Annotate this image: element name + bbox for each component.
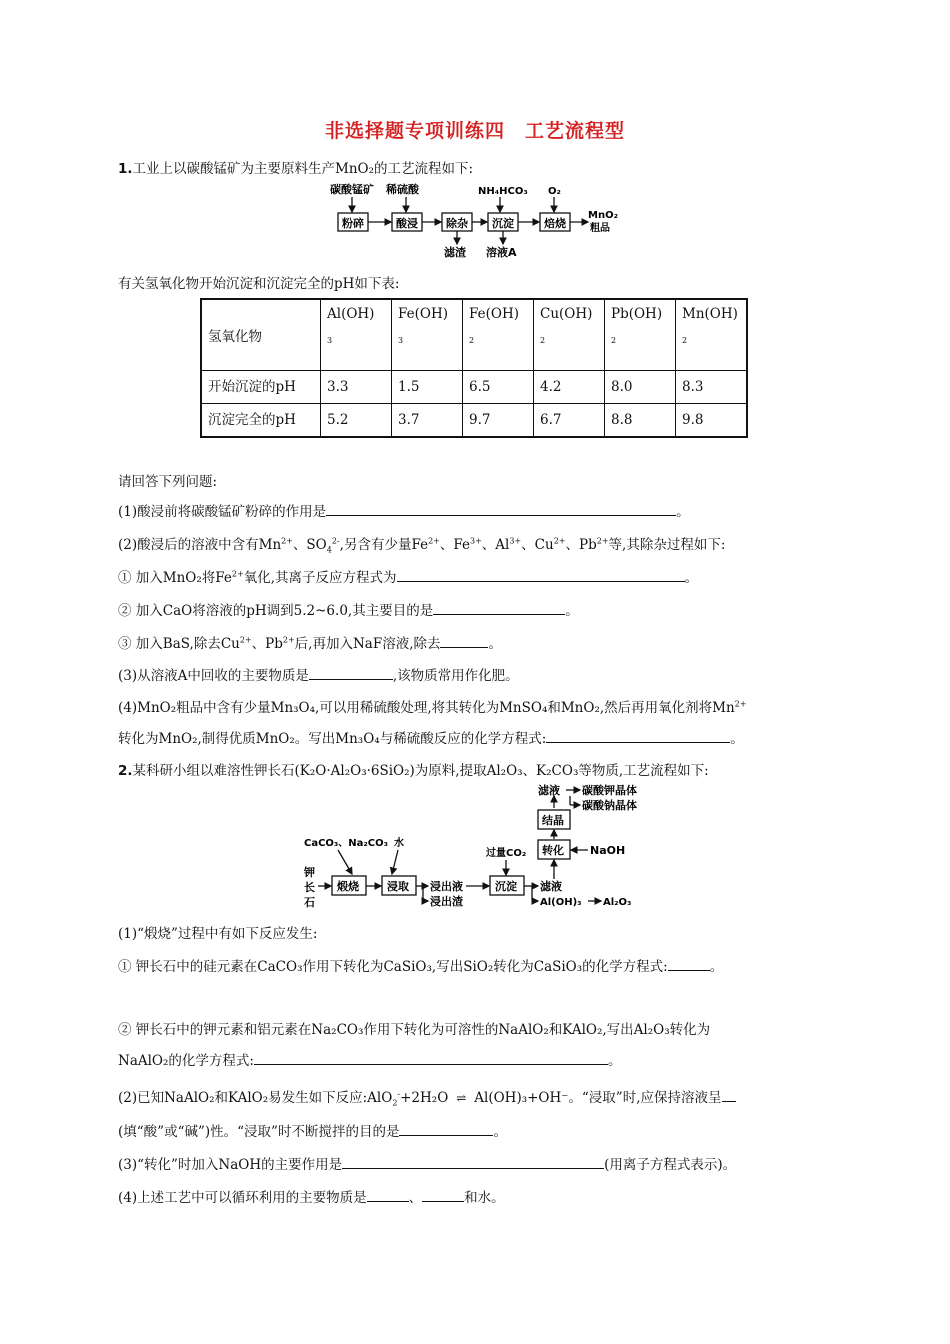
svg-text:沉淀: 沉淀 bbox=[495, 880, 517, 893]
q2-label-caco3-na2co3: CaCO₃、Na₂CO₃ bbox=[304, 838, 389, 849]
answer-blank[interactable] bbox=[254, 1051, 608, 1065]
q2-label-aloh3: Al(OH)₃ bbox=[540, 897, 582, 908]
table-col-header: Cu(OH) 2 bbox=[534, 299, 605, 371]
table-col-header: Fe(OH) 3 bbox=[392, 299, 463, 371]
q2-label-water: 水 bbox=[394, 838, 404, 849]
answer-blank[interactable] bbox=[422, 1188, 464, 1202]
answer-blank[interactable] bbox=[326, 502, 676, 516]
q2-label-raw-1: 钾 bbox=[304, 866, 315, 879]
q2-label-k2co3-crystal: 碳酸钾晶体 bbox=[582, 784, 637, 797]
equilibrium-icon: ⇌ bbox=[456, 1091, 467, 1105]
q1-table-intro: 有关氢氧化物开始沉淀和沉淀完全的pH如下表: bbox=[118, 276, 400, 292]
q1-top-label-acid: 稀硫酸 bbox=[386, 183, 419, 196]
q1-box-crush bbox=[338, 213, 368, 231]
q1-box-precipitate bbox=[488, 213, 518, 231]
q1-top-label-ore: 碳酸锰矿 bbox=[330, 183, 374, 196]
svg-text:结晶: 结晶 bbox=[542, 814, 564, 827]
q2-label-filtrate-top: 滤液 bbox=[538, 784, 560, 797]
answer-blank[interactable] bbox=[367, 1188, 409, 1202]
q2-flow-diagram bbox=[298, 780, 648, 915]
q2-box-transform bbox=[538, 840, 570, 859]
q1-box-roast bbox=[540, 213, 570, 231]
table-col-header: Al(OH) 3 bbox=[321, 299, 392, 371]
table-header-hydroxide: 氢氧化物 bbox=[201, 299, 321, 371]
answer-blank[interactable] bbox=[668, 957, 710, 971]
q1-part-4: (4)MnO₂粗品中含有少量Mn₃O₄,可以用稀硫酸处理,将其转化为MnSO₄和MnO₂,然后再用氧化剂将$Mn^{2+}$ bbox=[118, 699, 747, 716]
q2-label-naoh: NaOH bbox=[590, 844, 626, 857]
q2-label-leach-residue: 浸出渣 bbox=[430, 895, 463, 908]
answer-blank[interactable] bbox=[546, 729, 730, 743]
q2-stem: 2.某科研小组以难溶性钾长石(K₂O·Al₂O₃·6SiO₂)为原料,提取Al₂O₃、K₂CO₃等物质,工艺流程如下: bbox=[118, 763, 709, 779]
q2-label-raw-2: 长 bbox=[304, 881, 315, 894]
q1-part-1: (1)酸浸前将碳酸锰矿粉碎的作用是 。 bbox=[118, 504, 690, 520]
q2-part-2-cont: (填“酸”或“碱”)性。“浸取”时不断搅拌的目的是 。 bbox=[118, 1124, 507, 1140]
svg-text:除杂: 除杂 bbox=[446, 217, 468, 230]
q1-top-label-nh4hco3: NH₄HCO₃ bbox=[478, 186, 528, 197]
ph-table bbox=[200, 298, 748, 438]
answer-blank[interactable] bbox=[722, 1088, 736, 1102]
q2-part-4: (4)上述工艺中可以循环利用的主要物质是 、 和水。 bbox=[118, 1190, 505, 1206]
svg-text:转化: 转化 bbox=[542, 844, 564, 857]
q2-label-na2co3-crystal: 碳酸钠晶体 bbox=[582, 799, 637, 812]
q2-box-calcine bbox=[332, 876, 366, 895]
q2-label-raw-3: 石 bbox=[304, 896, 315, 909]
q2-label-al2o3: Al₂O₃ bbox=[603, 897, 632, 908]
q2-label-co2: 过量CO₂ bbox=[486, 848, 527, 859]
q1-flow-diagram bbox=[330, 180, 630, 262]
q1-box-leach bbox=[392, 213, 422, 231]
svg-text:粉碎: 粉碎 bbox=[342, 217, 364, 230]
q1-ask: 请回答下列问题: bbox=[118, 474, 218, 490]
q1-top-label-o2: O₂ bbox=[548, 186, 561, 197]
q1-bottom-label-residue: 滤渣 bbox=[444, 246, 466, 259]
page-title: 非选择题专项训练四 工艺流程型 bbox=[324, 120, 625, 142]
q1-part-4-cont: 转化为MnO₂,制得优质MnO₂。写出Mn₃O₄与稀硫酸反应的化学方程式: 。 bbox=[118, 731, 744, 747]
q2-part-1-item-2: ② 钾长石中的钾元素和铝元素在Na₂CO₃作用下转化为可溶性的NaAlO₂和KAlO₂,写出Al₂O₃转化为 bbox=[118, 1022, 711, 1038]
svg-text:酸浸: 酸浸 bbox=[396, 217, 418, 230]
q1-stem: 1.工业上以碳酸锰矿为主要原料生产MnO₂的工艺流程如下: bbox=[118, 161, 474, 177]
answer-blank[interactable] bbox=[440, 634, 488, 648]
q1-bottom-label-solution-a: 溶液A bbox=[486, 246, 517, 259]
q1-part-2-step-3: ③ 加入BaS,除去$Cu^{2+}$、$Pb^{2+}$后,再加入NaF溶液,除去 。 bbox=[118, 635, 502, 652]
q2-label-filtrate: 滤液 bbox=[540, 880, 562, 893]
answer-blank[interactable] bbox=[399, 1122, 493, 1136]
answer-blank[interactable] bbox=[433, 601, 565, 615]
table-col-header: Pb(OH) 2 bbox=[605, 299, 676, 371]
q2-box-precipitate bbox=[490, 876, 524, 895]
table-col-header: Fe(OH) 2 bbox=[463, 299, 534, 371]
q1-product-crude: 粗品 bbox=[590, 223, 610, 234]
svg-text:煅烧: 煅烧 bbox=[337, 880, 359, 893]
q2-part-3: (3)“转化”时加入NaOH的主要作用是 (用离子方程式表示)。 bbox=[118, 1157, 737, 1173]
q2-part-1: (1)“煅烧”过程中有如下反应发生: bbox=[118, 926, 318, 942]
svg-text:焙烧: 焙烧 bbox=[544, 217, 566, 230]
q2-part-1-item-1: ① 钾长石中的硅元素在CaCO₃作用下转化为CaSiO₃,写出SiO₂转化为CaSiO₃的化学方程式: 。 bbox=[118, 959, 724, 975]
q1-part-2: (2)酸浸后的溶液中含有$Mn^{2+}$、$SO_4^{2-}$,另含有少量$Fe^{2+}$、$Fe^{3+}$、$Al^{3+}$、$Cu^{2+}$、$Pb^{2+}$等,其除杂过程如下: bbox=[118, 536, 726, 555]
q2-part-1-item-2-cont: NaAlO₂的化学方程式: 。 bbox=[118, 1053, 622, 1069]
answer-blank[interactable] bbox=[309, 666, 393, 680]
q2-box-leach bbox=[382, 876, 416, 895]
q1-product-mno2: MnO₂ bbox=[588, 210, 618, 221]
q1-box-purify bbox=[442, 213, 472, 231]
q1-part-2-step-2: ② 加入CaO将溶液的pH调到5.2~6.0,其主要目的是 。 bbox=[118, 603, 579, 619]
table-row: 开始沉淀的pH 3.3 1.5 6.5 4.2 8.0 8.3 bbox=[201, 371, 747, 404]
svg-text:沉淀: 沉淀 bbox=[492, 217, 514, 230]
table-col-header: Mn(OH) 2 bbox=[676, 299, 748, 371]
svg-text:浸取: 浸取 bbox=[387, 880, 409, 893]
q2-part-2: (2)已知NaAlO₂和KAlO₂易发生如下反应:AlO$_2$-+2H₂O ⇌ Al(OH)₃+OH⁻。“浸取”时,应保持溶液呈 bbox=[118, 1086, 736, 1108]
table-row: 沉淀完全的pH 5.2 3.7 9.7 6.7 8.8 9.8 bbox=[201, 404, 747, 438]
q2-box-crystallize bbox=[538, 810, 570, 829]
q1-part-2-step-1: ① 加入MnO₂将$Fe^{2+}$氧化,其离子反应方程式为 。 bbox=[118, 569, 698, 586]
answer-blank[interactable] bbox=[342, 1155, 604, 1169]
answer-blank[interactable] bbox=[397, 568, 685, 582]
q2-label-leachate: 浸出液 bbox=[430, 880, 463, 893]
q1-part-3: (3)从溶液A中回收的主要物质是 ,该物质常用作化肥。 bbox=[118, 668, 519, 684]
